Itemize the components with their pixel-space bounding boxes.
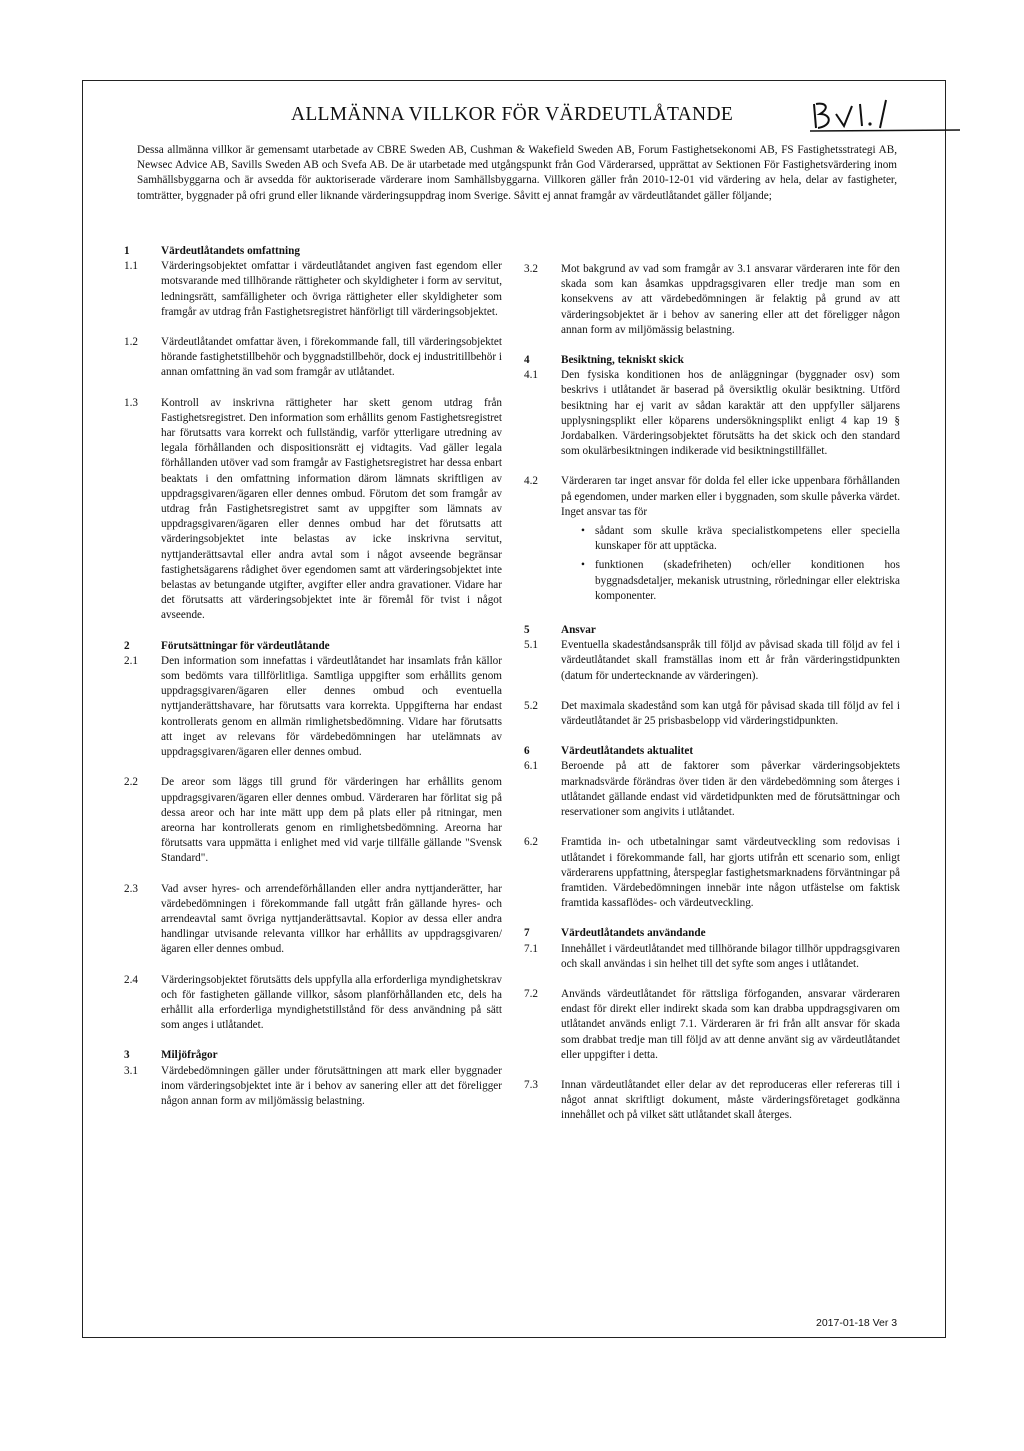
- clause-6-1: 6.1 Beroende på att de faktorer som påverkar värderingsobjektets marknadsvärde förändras över tiden är den värdebedömning som återges i utlåtandet gällande endast vid värdetidpunkten med de förutsättningar och reservationer som angivits i utlåtandet.: [524, 760, 900, 819]
- clause-5-1: 5.1 Eventuella skadeståndsanspråk till följd av påvisad skada till följd av fel i värdeutlåtandet skall framställas inom ett år från värderingstidpunkten (datum för undertecknande av värderingen).: [524, 639, 900, 682]
- handwritten-annotation: [810, 94, 960, 134]
- right-column: [524, 262, 900, 1124]
- clause-4-1: 4.1 Den fysiska konditionen hos de anläggningar (byggnader osv) som beskrivs i utlåtandet är baserad på översiktlig okulär besiktning. Utförd besiktning har ej varit av sådan karaktär att den uppfyller säljarens upplysningsplikt eller köparens undersökningsplikt enligt 4 kap 19 § Jordabalken. Värderingsobjektet förutsätts ha det skick och den standard som okulärbesiktningen indikerade vid besiktningstillfället.: [524, 369, 900, 458]
- clause-2-1: 2.1 Den information som innefattas i värdeutlåtandet har insamlats från källor som bedömts vara tillförlitliga. Samtliga uppgifter som erhållits genom uppdragsgivaren/ägaren eller dennes ombud och eventuella nyttjanderättshavare, har förutsatts vara korrekta. Uppgifterna har endast kontrollerats genom en allmän rimlighetsbedömning. Vidare har förutsatts att inget av relevans för värdebedömningen har utelämnats av uppdragsgivaren/ägaren eller dennes ombud.: [124, 654, 502, 759]
- clause-5-2: 5.2 Det maximala skadestånd som kan utgå för påvisad skada till följd av fel i värdeutlåtandet är 25 prisbasbelopp vid värderingstidpunkten.: [524, 699, 900, 728]
- clause-2-2: 2.2 De areor som läggs till grund för värderingen har erhållits genom uppdragsgivaren/ägaren eller dennes ombud. Värderaren har förlitat sig på dessa areor och har inte mätt upp dem på plats eller på ritningar, men areorna har kontrollerats genom en rimlighetsbedömning. Areorna har förutsatts vara uppmätta i enlighet med vid varje tillfälle gällande "Svensk Standard".: [124, 776, 502, 865]
- version-label: 2017-01-18 Ver 3: [816, 1317, 898, 1329]
- section-1-heading: 1 Värdeutlåtandets omfattning: [124, 245, 300, 257]
- clause-6-2: 6.2 Framtida in- och utbetalningar samt värdeutveckling som redovisas i utlåtandet i förekommande fall, har gjorts utifrån ett scenario som, enligt värderarens uppfattning, återspeglar fastighetsmarknadens förväntningar på framtiden. Värdebedömningen innebär inte någon utfästelse om faktisk framtida kassaflödes- och värdeutveckling.: [524, 836, 900, 910]
- left-column: [124, 244, 502, 1109]
- clause-2-4: 2.4 Värderingsobjektet förutsätts dels uppfylla alla erforderliga myndighetskrav och för fastigheten gällande villkor, såsom planförhållanden etc, dels ha erhållit alla erforderliga myndighetstillstånd för dess användning på sätt som anges i utlåtandet.: [124, 973, 502, 1032]
- clause-1-1: 1.1 Värderingsobjektet omfattar i värdeutlåtandet angiven fast egendom eller motsvarande med tillhörande rättigheter och skyldigheter i form av servitut, ledningsrätt, samfälligheter och övriga rättigheter eller skyldigheter som framgår av utdrag från Fastighetsregistret hänförligt till värderingsobjektet.: [124, 260, 502, 318]
- exclusion-list: [561, 524, 900, 604]
- clause-3-1: 3.1 Värdebedömningen gäller under förutsättningen att mark eller byggnader inom värderingsobjektet inte är i behov av sanering eller att det föreligger någon annan form av miljömässig belastning.: [124, 1064, 502, 1107]
- section-3-heading: 3 Miljöfrågor: [124, 1049, 218, 1062]
- clause-7-2: 7.2 Används värdeutlåtandet för rättsliga förfoganden, ansvarar värderaren endast för direkt eller indirekt skada som kan drabba uppdragsgivaren om utlåtandet används enligt 7.1. Värderaren är fri från allt ansvar för skada som drabbat tredje man till följd av att denne använt sig av värdeutlåtandet eller uppgifter i detta.: [524, 987, 900, 1061]
- clause-1-2: 1.2 Värdeutlåtandet omfattar även, i förekommande fall, till värderingsobjektet hörande fastighetstillbehör och byggnadstillbehör, dock ej industritillbehör i annan omfattning än vad som framgår av utlåtandet.: [124, 336, 502, 379]
- clause-2-3: 2.3 Vad avser hyres- och arrendeförhållanden eller andra nyttjanderätter, har värdebedömningen i förekommande fall utgått från gällande hyres- och arrendeavtal samt övriga nyttjanderättsavtal. Kopior av dessa eller andra handlingar utvisande relevanta villkor har erhållits av uppdragsgivaren/ägaren eller dennes ombud.: [124, 882, 502, 956]
- clause-1-3: 1.3 Kontroll av inskrivna rättigheter har skett genom utdrag från Fastighetsregistret. Den information som erhållits genom Fastighetsregistret har förutsatts vara korrekt och fullständig, varför ytterligare utredning av legala förhållanden och dispositionsrätt ej vidtagits. Vad gäller legala förhållanden utöver vad som framgår av Fastighetsregistret har dessa enbart beaktats i den omfattning information därom lämnats skriftligen av uppdragsgivaren/ägaren eller dennes ombud. Förutom det som framgår av utdrag från Fastighetsregistret samt av uppgifter som lämnats av uppdragsgivaren/ägaren eller dennes ombud har det förutsatts att värderingsobjektet inte belastas av icke inskrivna servitut, nyttjanderättsavtal eller andra avtal som i något avseende begränsar fastighetsägarens rådighet över egendomen samt att värderingsobjektet inte belastas av betungande utgifter, avgifter eller andra gravationer. Vidare har det förutsatts att värderingsobjektet inte är föremål för tvist i något avseende.: [124, 396, 502, 622]
- clause-3-2: 3.2 Mot bakgrund av vad som framgår av 3.1 ansvarar värderaren inte för den skada som kan åsamkas uppdragsgivaren eller tredje man som en konsekvens av att värdebedömningen är felaktig på grund av att värderingsobjektet är i behov av sanering eller att det föreligger någon annan form av miljömässig belastning.: [524, 263, 900, 336]
- list-item: • sådant som skulle kräva specialistkompetens eller speciella kunskaper för att upptäcka.: [581, 524, 900, 554]
- list-item: • funktionen (skadefriheten) och/eller konditionen hos byggnadsdetaljer, mekanisk utrustning, rörledningar eller elektriska komponenter.: [581, 558, 900, 604]
- section-4-heading: 4 Besiktning, tekniskt skick: [524, 354, 684, 367]
- document-title: ALLMÄNNA VILLKOR FÖR VÄRDEUTLÅTANDE: [290, 104, 734, 125]
- clause-4-2: 4.2 Värderaren tar inget ansvar för dolda fel eller icke uppenbara förhållanden på egendomen, under marken eller i byggnaden, som skulle påverka värdet. Inget ansvar tas för • sådant som skulle kräva specialistkompetens eller speciella kunskaper för att upptäcka. • funktionen (skadefriheten) och/eller konditionen hos byggnadsdetaljer, mekanisk utrustning, rörledningar eller elektriska komponenter.: [524, 474, 900, 608]
- intro-paragraph: Dessa allmänna villkor är gemensamt utarbetade av CBRE Sweden AB, Cushman & Wakefield Sweden AB, Forum Fastighetsekonomi AB, FS Fastighetsstrategi AB, Newsec Advice AB, Savills Sweden AB och Svefa AB. De är utarbetade med utgångspunkt från God Värderarsed, upprättat av Sektionen För Fastighetsvärdering inom Samhällsbyggarna och är avsedda för auktoriserade värderare inom Samhällsbyggarna. Villkoren gäller från 2010-12-01 vid värdering av hela, delar av fastigheter, tomträtter, byggnader på ofri grund eller liknande värderingsuppdrag inom Sverige. Såvitt ej annat framgår av värdeutlåtandet gäller följande;: [137, 144, 897, 202]
- section-7-heading: 7 Värdeutlåtandets användande: [524, 927, 706, 940]
- clause-7-1: 7.1 Innehållet i värdeutlåtandet med tillhörande bilagor tillhör uppdragsgivaren och skall användas i sin helhet till det syfte som anges i utlåtandet.: [524, 942, 900, 970]
- section-2-heading: 2 Förutsättningar för värdeutlåtande: [124, 639, 330, 652]
- section-5-heading: 5 Ansvar: [524, 624, 596, 637]
- section-6-heading: 6 Värdeutlåtandets aktualitet: [524, 745, 694, 758]
- clause-7-3: 7.3 Innan värdeutlåtandet eller delar av det reproduceras eller refereras till i något annat skriftligt dokument, måste värderingsföretaget godkänna innehållet och på vilket sätt utlåtandet skall återges.: [524, 1078, 900, 1122]
